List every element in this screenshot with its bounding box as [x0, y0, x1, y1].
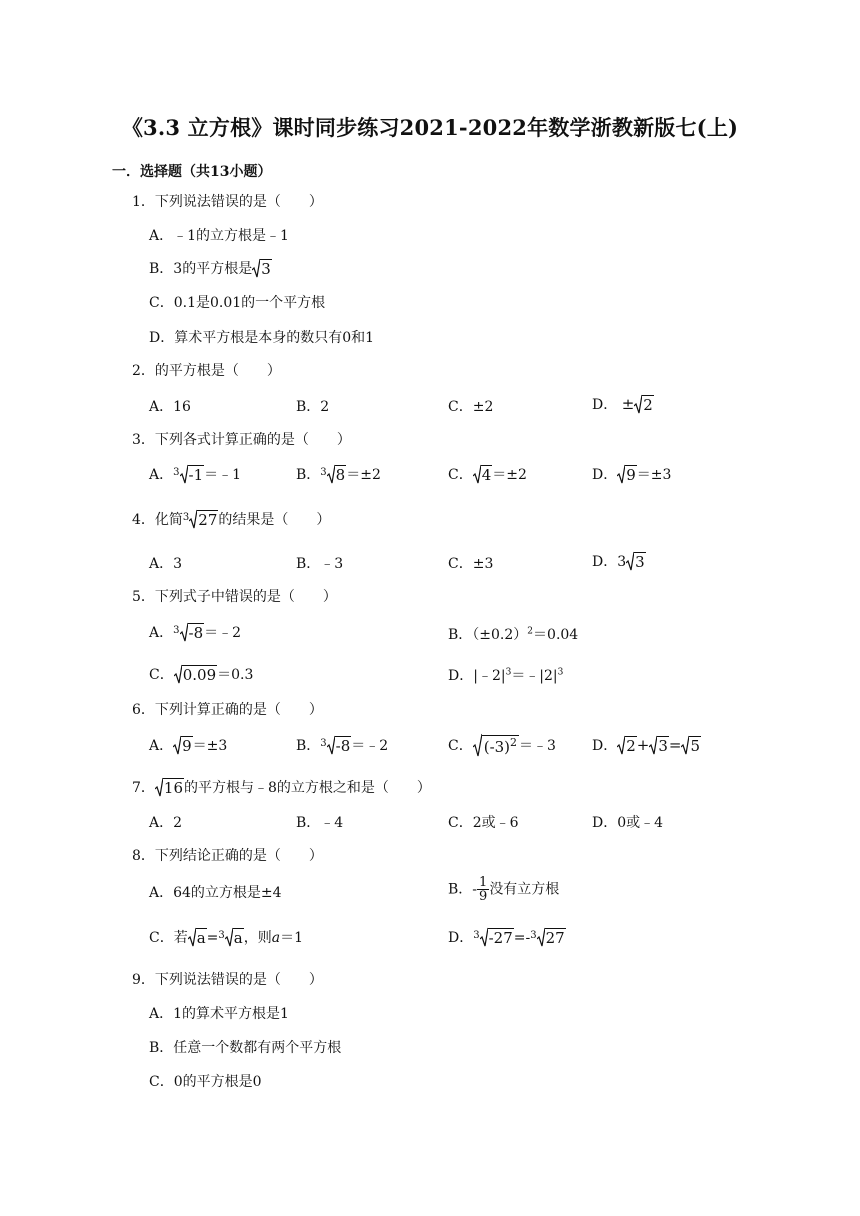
- option-label: C．若: [149, 930, 188, 946]
- q8-option-c: [149, 927, 303, 951]
- option-label: D．: [448, 930, 474, 946]
- option-label: A．: [149, 625, 174, 641]
- root-index: 3: [320, 467, 327, 478]
- q4-option-d: [592, 551, 646, 575]
- square-root-sign: [473, 464, 493, 488]
- root-index: 3: [173, 467, 180, 478]
- section-heading: 一．选择题（共13小题）: [112, 164, 272, 180]
- q3-option-d: [592, 464, 671, 488]
- cube-root-sign: [173, 622, 204, 646]
- radicand: 27: [198, 511, 218, 529]
- square-root-sign: [649, 735, 669, 759]
- square-root-sign: [617, 735, 637, 759]
- square-root-sign: [473, 733, 519, 761]
- fraction: [477, 876, 489, 903]
- question-3: 3．下列各式计算正确的是（ ）: [132, 432, 351, 448]
- option-label: D．|﹣2|: [448, 668, 506, 684]
- cube-root-sign: [320, 464, 346, 488]
- question-number: 7．: [132, 780, 155, 796]
- q9-option-c: C．0的平方根是0: [149, 1074, 262, 1090]
- option-label: D．: [592, 738, 618, 754]
- option-label: D．3: [592, 554, 627, 570]
- option-value: ＝﹣1: [204, 467, 242, 483]
- q2-option-b: B．2: [296, 399, 330, 415]
- q4-option-c: C．±3: [448, 556, 494, 572]
- option-label: B．（±0.2）: [448, 627, 528, 643]
- radicand: 27: [545, 929, 565, 947]
- option-value: ＝0.3: [217, 667, 254, 683]
- question-7: [132, 777, 431, 801]
- q7-option-c: C．2或﹣6: [448, 815, 519, 831]
- option-text: ，则: [243, 930, 272, 946]
- cube-root-sign: [183, 509, 218, 533]
- radicand: 9: [626, 466, 636, 484]
- option-label: D．: [592, 397, 618, 413]
- option-value: ＝﹣2: [204, 625, 242, 641]
- option-label: C．: [448, 467, 473, 483]
- q1-option-c: C．0.1是0.01的一个平方根: [149, 295, 326, 311]
- variable: a: [271, 930, 281, 946]
- q7-option-b: B．﹣4: [296, 815, 344, 831]
- cube-root-sign: [320, 735, 351, 759]
- exponent: 3: [557, 667, 564, 678]
- q3-option-b: [296, 464, 381, 488]
- square-root-sign: [617, 464, 637, 488]
- option-value: ＝﹣2: [351, 738, 389, 754]
- square-root-sign: [155, 777, 184, 801]
- radicand: 2: [643, 396, 653, 414]
- q2-option-a: A．16: [149, 399, 191, 415]
- question-8: 8．下列结论正确的是（ ）: [132, 848, 323, 864]
- option-value: 没有立方根: [489, 881, 560, 898]
- radicand: -27: [488, 929, 513, 947]
- square-root-sign: [173, 735, 193, 759]
- cube-root-sign: [530, 927, 565, 951]
- root-index: 3: [173, 625, 180, 636]
- q5-option-c: [149, 664, 253, 688]
- q9-option-b: B．任意一个数都有两个平方根: [149, 1040, 342, 1056]
- q8-option-a: A．64的立方根是±4: [149, 885, 282, 901]
- q4-option-a: A．3: [149, 556, 183, 572]
- q6-option-c: [448, 733, 556, 761]
- radicand: a: [233, 929, 243, 947]
- question-text: 4．化简: [132, 512, 183, 528]
- q4-option-b: B．﹣3: [296, 556, 344, 572]
- q7-option-a: A．2: [149, 815, 183, 831]
- option-value: ＝±2: [346, 467, 381, 483]
- q6-option-b: [296, 735, 388, 759]
- radicand: 9: [182, 737, 192, 755]
- radicand: 8: [335, 466, 346, 484]
- question-text: 的结果是（ ）: [218, 512, 331, 528]
- radicand: 0.09: [182, 666, 217, 684]
- plus-sign: +: [636, 736, 650, 754]
- cube-root-sign: [218, 927, 243, 951]
- option-label: D．: [592, 467, 618, 483]
- root-index: 3: [218, 930, 225, 941]
- option-value: ＝0.04: [533, 627, 579, 643]
- radicand: -8: [335, 737, 351, 755]
- question-1: 1．下列说法错误的是（ ）: [132, 194, 323, 210]
- option-label: B．: [296, 467, 321, 483]
- root-index: 3: [473, 930, 480, 941]
- option-label: A．: [149, 738, 174, 754]
- root-index: 3: [320, 738, 327, 749]
- q2-option-d: [592, 394, 654, 418]
- question-5: 5．下列式子中错误的是（ ）: [132, 589, 337, 605]
- option-label: B．: [448, 881, 473, 898]
- option-value: ＝﹣3: [519, 738, 556, 754]
- square-root-sign: [681, 735, 701, 759]
- equals-sign: =-: [513, 930, 531, 946]
- question-text: 的平方根与﹣8的立方根之和是（ ）: [184, 780, 431, 796]
- square-root-sign: [626, 551, 646, 575]
- page-title: 《3.3 立方根》课时同步练习2021-2022年数学浙教新版七(上): [121, 115, 739, 140]
- radicand: a: [196, 929, 206, 947]
- option-label: C．: [448, 738, 473, 754]
- root-index: 3: [182, 512, 190, 523]
- square-root-sign: [252, 258, 272, 282]
- option-value: ＝±3: [192, 738, 228, 754]
- q6-option-a: [149, 735, 227, 759]
- option-label: A．: [149, 467, 174, 483]
- q5-option-a: [149, 622, 241, 646]
- radicand: [482, 735, 519, 756]
- minus-sign: -: [472, 881, 478, 898]
- option-value: ＝±3: [636, 467, 672, 483]
- radicand-base: (-3): [483, 738, 511, 756]
- square-root-sign: [634, 394, 654, 418]
- radicand: 3: [658, 737, 668, 755]
- equals-sign: =: [206, 930, 219, 946]
- question-4: [132, 509, 330, 533]
- q3-option-a: [149, 464, 241, 488]
- q3-option-c: [448, 464, 527, 488]
- q8-option-b: [448, 876, 559, 903]
- option-value: ＝﹣|2|: [511, 668, 558, 684]
- radicand: -1: [188, 466, 204, 484]
- square-root-sign: [188, 927, 207, 951]
- radicand: 2: [626, 737, 636, 755]
- square-root-sign: [174, 664, 217, 688]
- q5-option-b: [448, 624, 578, 644]
- root-index: 3: [530, 930, 537, 941]
- radicand: 3: [635, 553, 645, 571]
- equals-sign: =: [668, 736, 682, 754]
- q2-option-c: C．±2: [448, 399, 494, 415]
- denominator: 9: [479, 889, 488, 904]
- q1-option-b-text: B．3的平方根是: [149, 261, 253, 277]
- q6-option-d: [592, 735, 701, 759]
- q8-option-d: [448, 927, 566, 951]
- q1-option-b: [149, 258, 272, 282]
- exponent: 2: [510, 736, 518, 749]
- option-value: ＝1: [280, 930, 304, 946]
- plus-minus-sign: ±: [621, 395, 635, 413]
- cube-root-sign: [173, 464, 204, 488]
- option-label: C．: [149, 667, 174, 683]
- radicand: 16: [163, 779, 184, 797]
- q9-option-a: A．1的算术平方根是1: [149, 1006, 289, 1022]
- exponent: 3: [505, 667, 512, 678]
- option-value: ＝±2: [492, 467, 527, 483]
- cube-root-sign: [473, 927, 514, 951]
- radicand: 5: [690, 737, 701, 755]
- q1-option-d: D．算术平方根是本身的数只有0和1: [149, 330, 375, 346]
- exponent: 2: [527, 626, 534, 637]
- option-label: B．: [296, 738, 321, 754]
- numerator: 1: [479, 875, 488, 890]
- q5-option-d: [448, 665, 563, 685]
- radicand: 4: [481, 466, 492, 484]
- radicand: -8: [188, 624, 204, 642]
- q1-option-a: A．﹣1的立方根是﹣1: [149, 228, 289, 244]
- radicand: 3: [261, 260, 271, 278]
- question-6: 6．下列计算正确的是（ ）: [132, 702, 323, 718]
- question-9: 9．下列说法错误的是（ ）: [132, 972, 323, 988]
- question-2: 2．的平方根是（ ）: [132, 363, 281, 379]
- q7-option-d: D．0或﹣4: [592, 815, 664, 831]
